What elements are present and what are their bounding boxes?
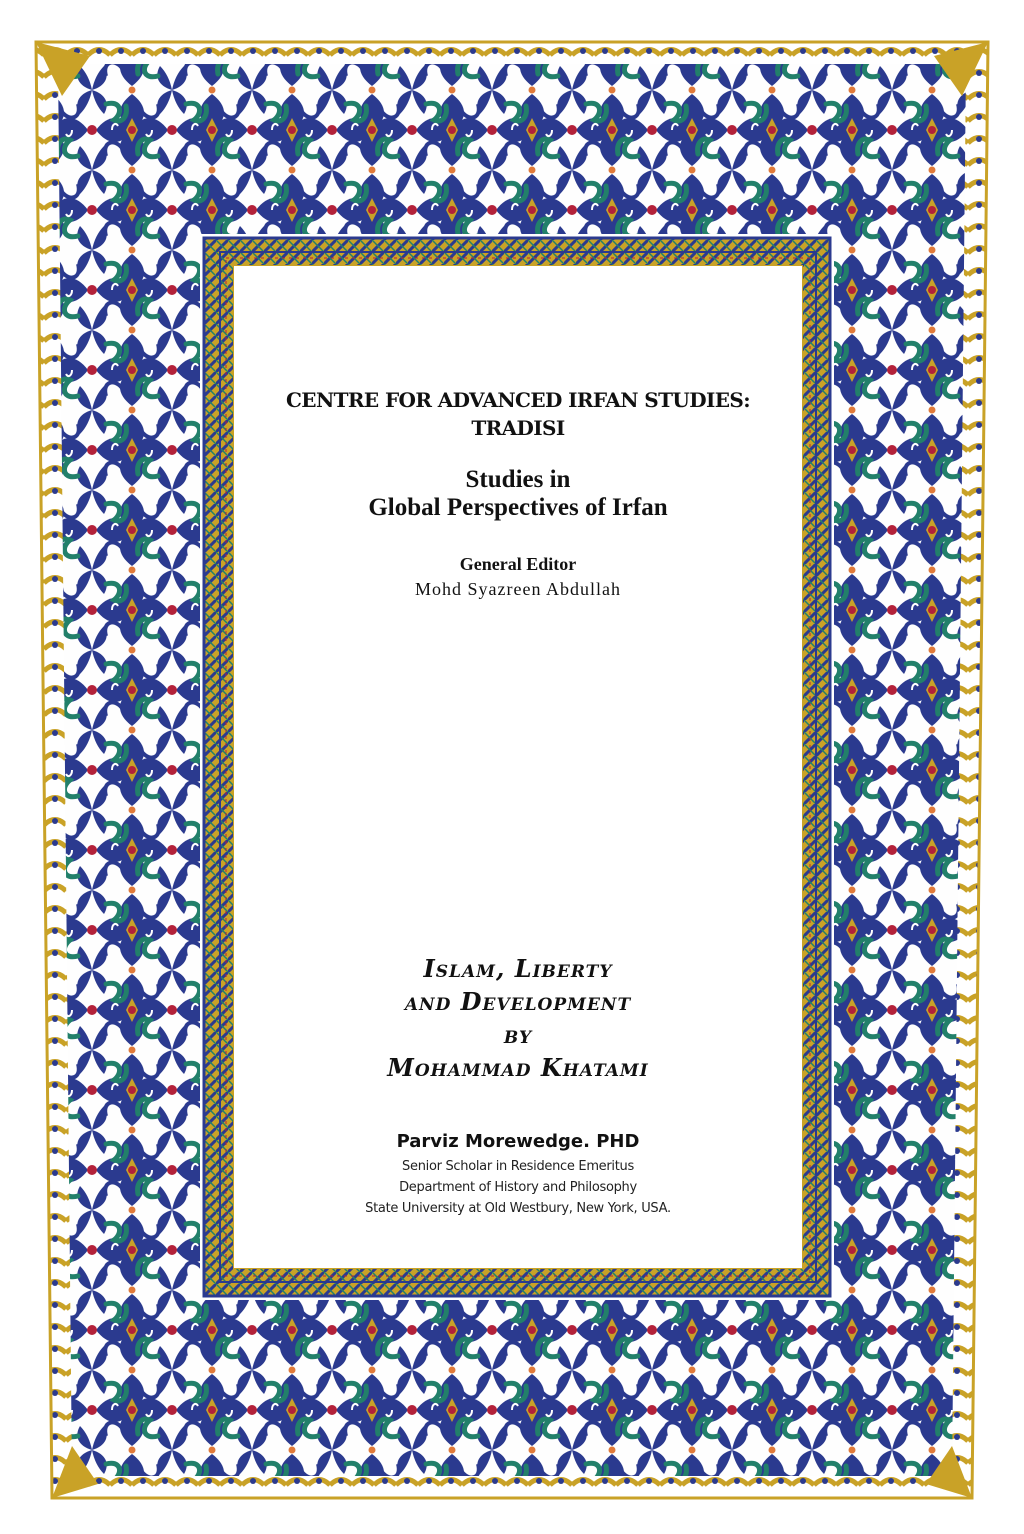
- series-line-1: CENTRE FOR ADVANCED IRFAN STUDIES:: [285, 388, 750, 412]
- title-page-panel: [234, 266, 802, 1268]
- author-affiliation-1: Senior Scholar in Residence Emeritus: [402, 1159, 634, 1174]
- book-title-line-4: Mohammad Khatami: [387, 1053, 649, 1082]
- studies-heading: [234, 466, 802, 522]
- studies-line-1: Studies in: [465, 466, 571, 493]
- general-editor-name: Mohd Syazreen Abdullah: [415, 579, 621, 599]
- author-affiliation-3: State University at Old Westbury, New York, USA.: [365, 1201, 671, 1216]
- book-title-line-3: by: [503, 1020, 533, 1049]
- series-title: [234, 386, 802, 442]
- book-title-line-1: Islam, Liberty: [423, 954, 613, 983]
- general-editor-label: General Editor: [459, 554, 577, 574]
- series-line-2: TRADISI: [471, 416, 565, 440]
- author-name: Parviz Morewedge. PHD: [396, 1131, 640, 1152]
- book-title-line-2: and Development: [404, 987, 632, 1016]
- author-affiliation-2: Department of History and Philosophy: [399, 1180, 637, 1195]
- studies-line-2: Global Perspectives of Irfan: [368, 494, 668, 521]
- book-title: [234, 952, 802, 1084]
